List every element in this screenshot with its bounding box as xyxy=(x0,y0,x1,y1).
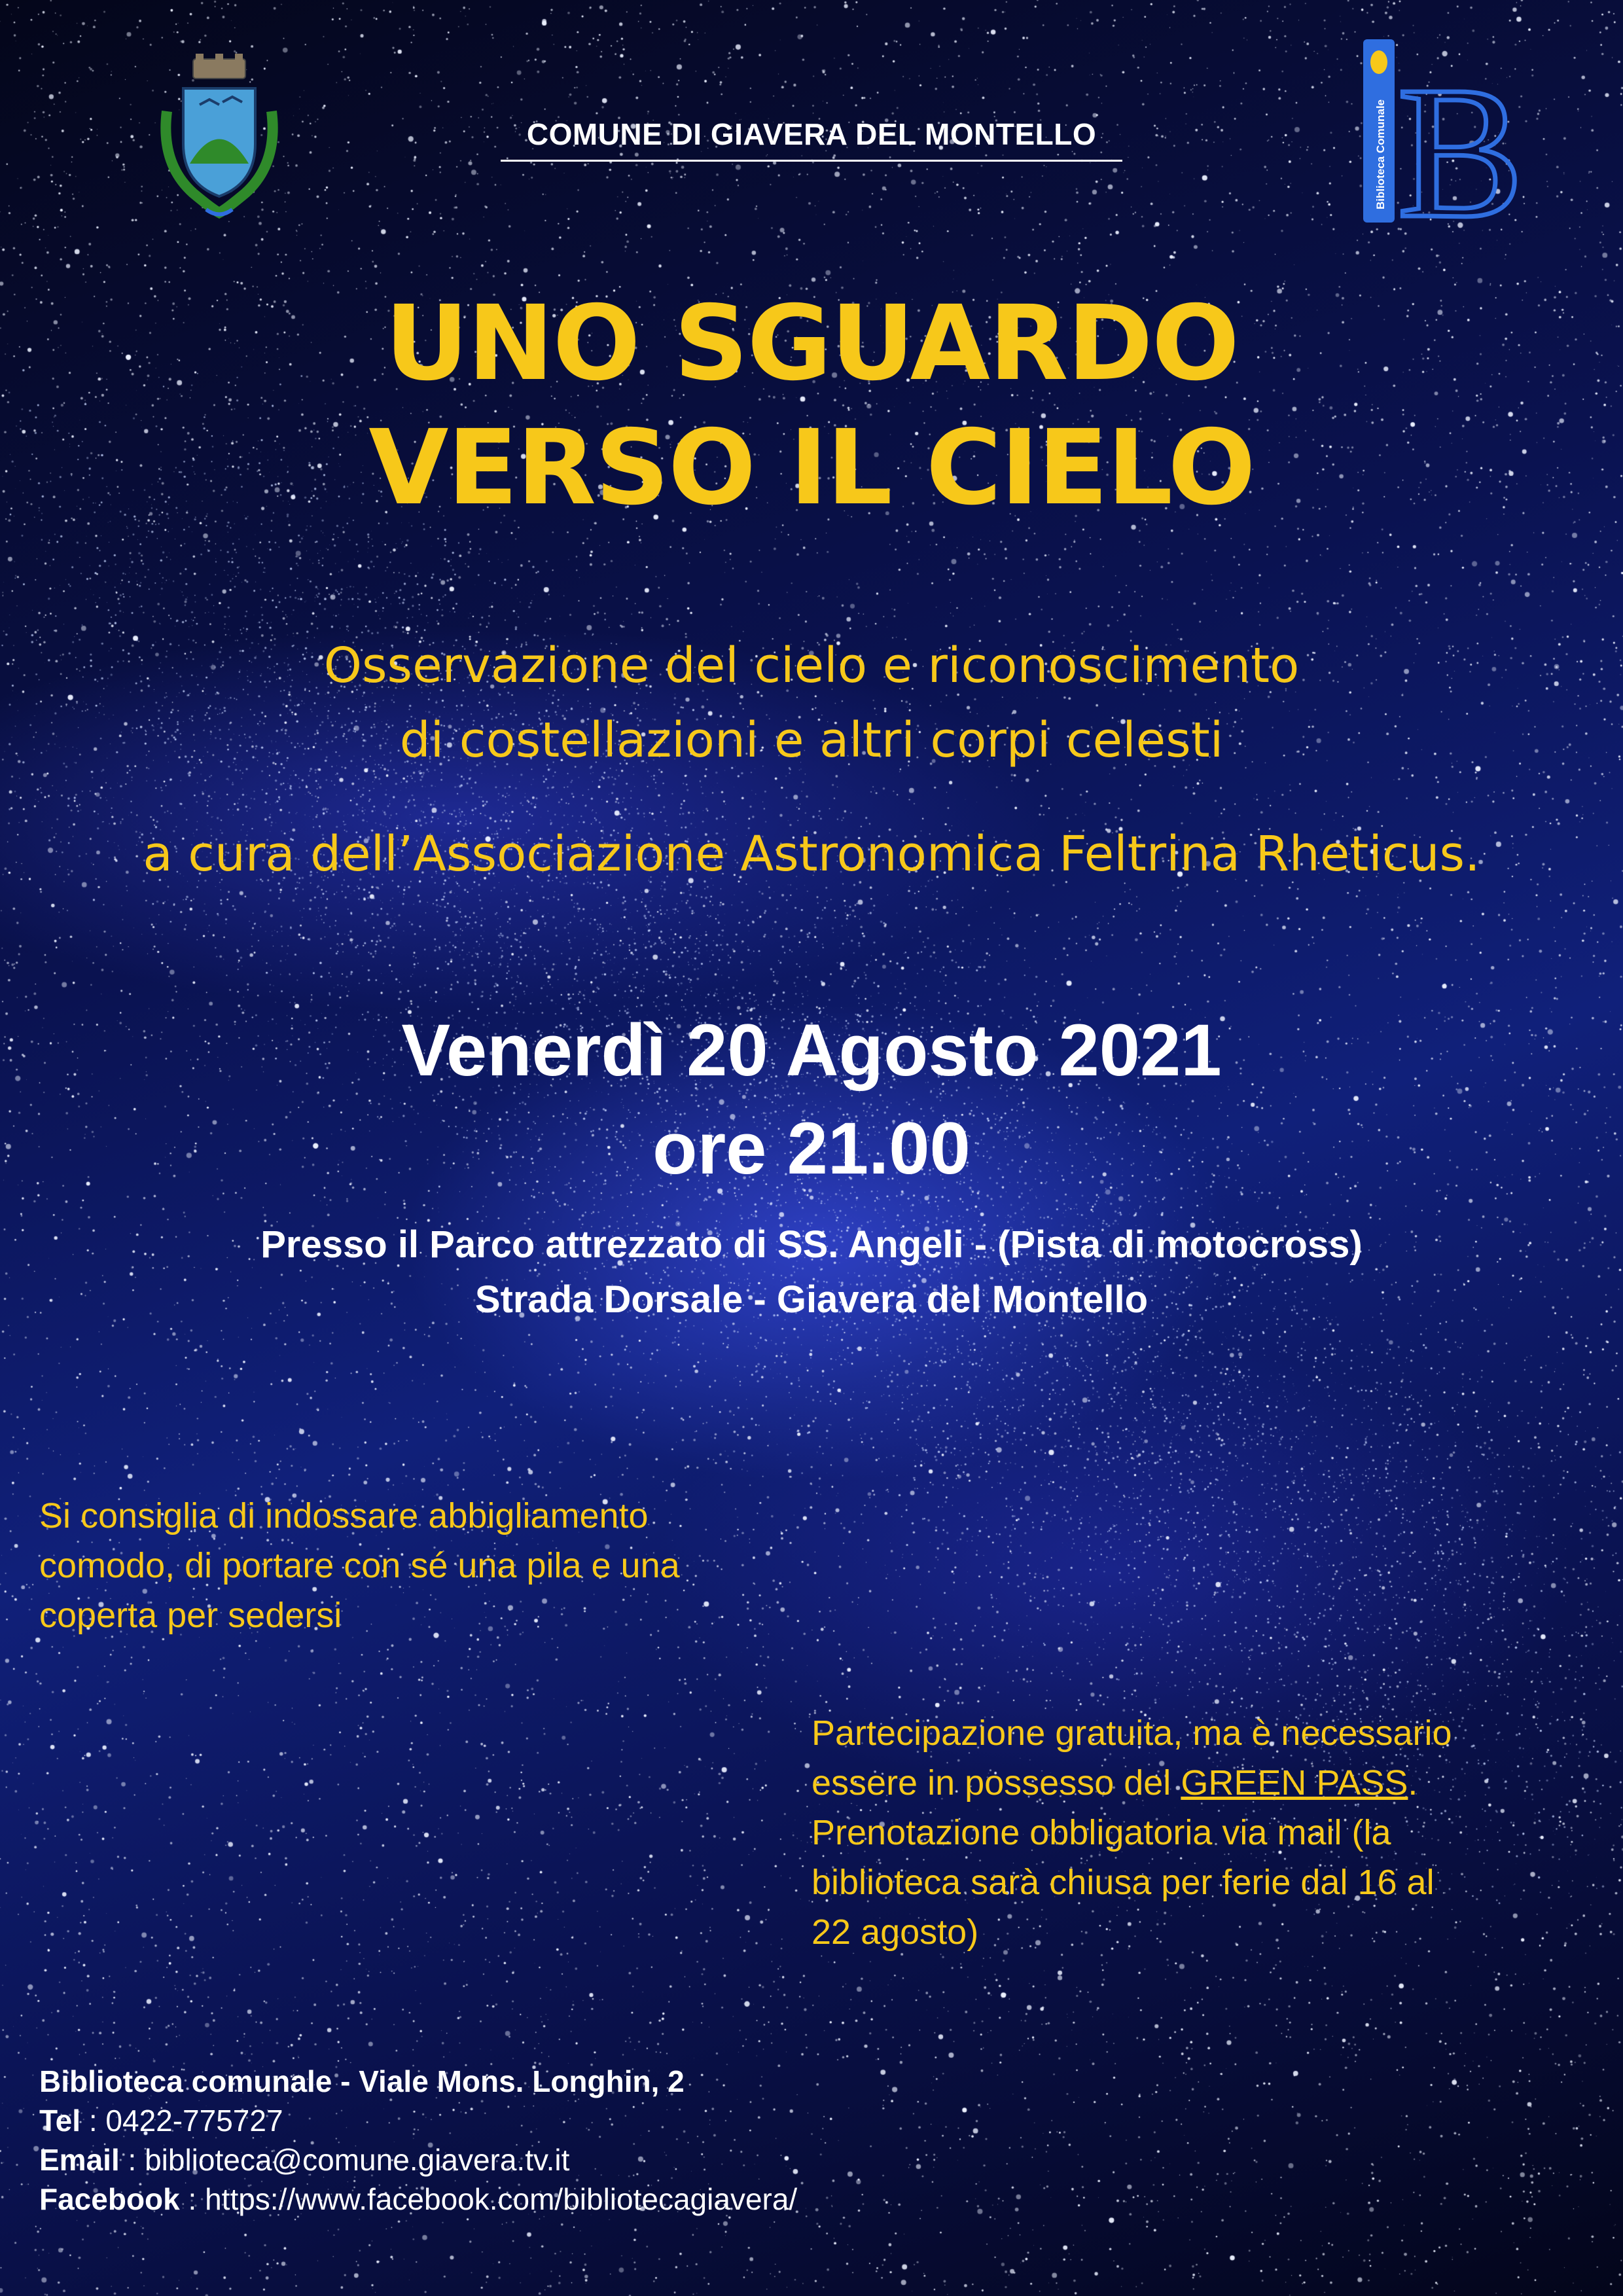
participation-line-2 xyxy=(812,1758,1597,1808)
facebook-value[interactable]: : https://www.facebook.com/bibliotecagiavera/ xyxy=(179,2182,798,2216)
event-datetime xyxy=(157,1001,1466,1198)
library-logo-text: Biblioteca Comunale xyxy=(1374,99,1387,209)
clothing-advice-line-3: coperta per sedersi xyxy=(39,1596,342,1635)
event-title-line-2: VERSO IL CIELO xyxy=(368,408,1255,528)
contact-email xyxy=(39,2140,1086,2179)
tel-value[interactable]: : 0422-775727 xyxy=(80,2104,283,2138)
participation-line-3: Prenotazione obbligatoria via mail (la xyxy=(812,1813,1391,1852)
municipality-name: COMUNE DI GIAVERA DEL MONTELLO xyxy=(526,117,1097,151)
clothing-advice-line-2: comodo, di portare con sé una pila e una xyxy=(39,1546,680,1585)
contact-info xyxy=(39,2062,1086,2219)
event-location xyxy=(92,1217,1531,1327)
contact-tel xyxy=(39,2101,1086,2140)
event-subtitle-line-2: di costellazioni e altri corpi celesti xyxy=(399,712,1224,768)
event-subtitle-line-1: Osservazione del cielo e riconoscimento xyxy=(323,637,1300,694)
participation-notice xyxy=(812,1708,1597,1957)
header-divider xyxy=(501,160,1122,162)
tel-label: Tel xyxy=(39,2104,81,2138)
clothing-advice xyxy=(39,1491,825,1640)
event-curator: a cura dell’Associazione Astronomica Feltrina Rheticus. xyxy=(143,826,1480,882)
clothing-advice-line-1: Si consiglia di indossare abbigliamento xyxy=(39,1496,649,1535)
email-label: Email xyxy=(39,2143,120,2177)
library-logo-letter: B xyxy=(1397,47,1524,257)
facebook-label: Facebook xyxy=(39,2182,180,2216)
event-title xyxy=(157,281,1466,530)
participation-line-4: biblioteca sarà chiusa per ferie dal 16 al xyxy=(812,1863,1435,1902)
library-address: Biblioteca comunale - Viale Mons. Longhin, 2 xyxy=(39,2064,685,2098)
participation-line-2-end: . xyxy=(1408,1763,1418,1803)
municipal-crest-icon xyxy=(147,52,291,223)
contact-facebook xyxy=(39,2179,1086,2219)
participation-line-5: 22 agosto) xyxy=(812,1912,979,1952)
participation-line-1: Partecipazione gratuita, ma è necessario xyxy=(812,1713,1452,1753)
library-logo-icon xyxy=(1358,33,1524,257)
participation-line-2-text: essere in possesso del xyxy=(812,1763,1181,1803)
event-subtitle xyxy=(157,628,1466,778)
event-location-line-1: Presso il Parco attrezzato di SS. Angeli - (Pista di motocross) xyxy=(260,1223,1363,1266)
event-location-line-2: Strada Dorsale - Giavera del Montello xyxy=(474,1278,1149,1321)
email-value[interactable]: : biblioteca@comune.giavera.tv.it xyxy=(119,2143,570,2177)
green-pass-link[interactable]: GREEN PASS xyxy=(1181,1763,1408,1803)
event-time: ore 21.00 xyxy=(652,1107,971,1189)
event-title-line-1: UNO SGUARDO xyxy=(384,283,1239,404)
event-date: Venerdì 20 Agosto 2021 xyxy=(401,1009,1222,1091)
library-logo xyxy=(1358,33,1524,257)
